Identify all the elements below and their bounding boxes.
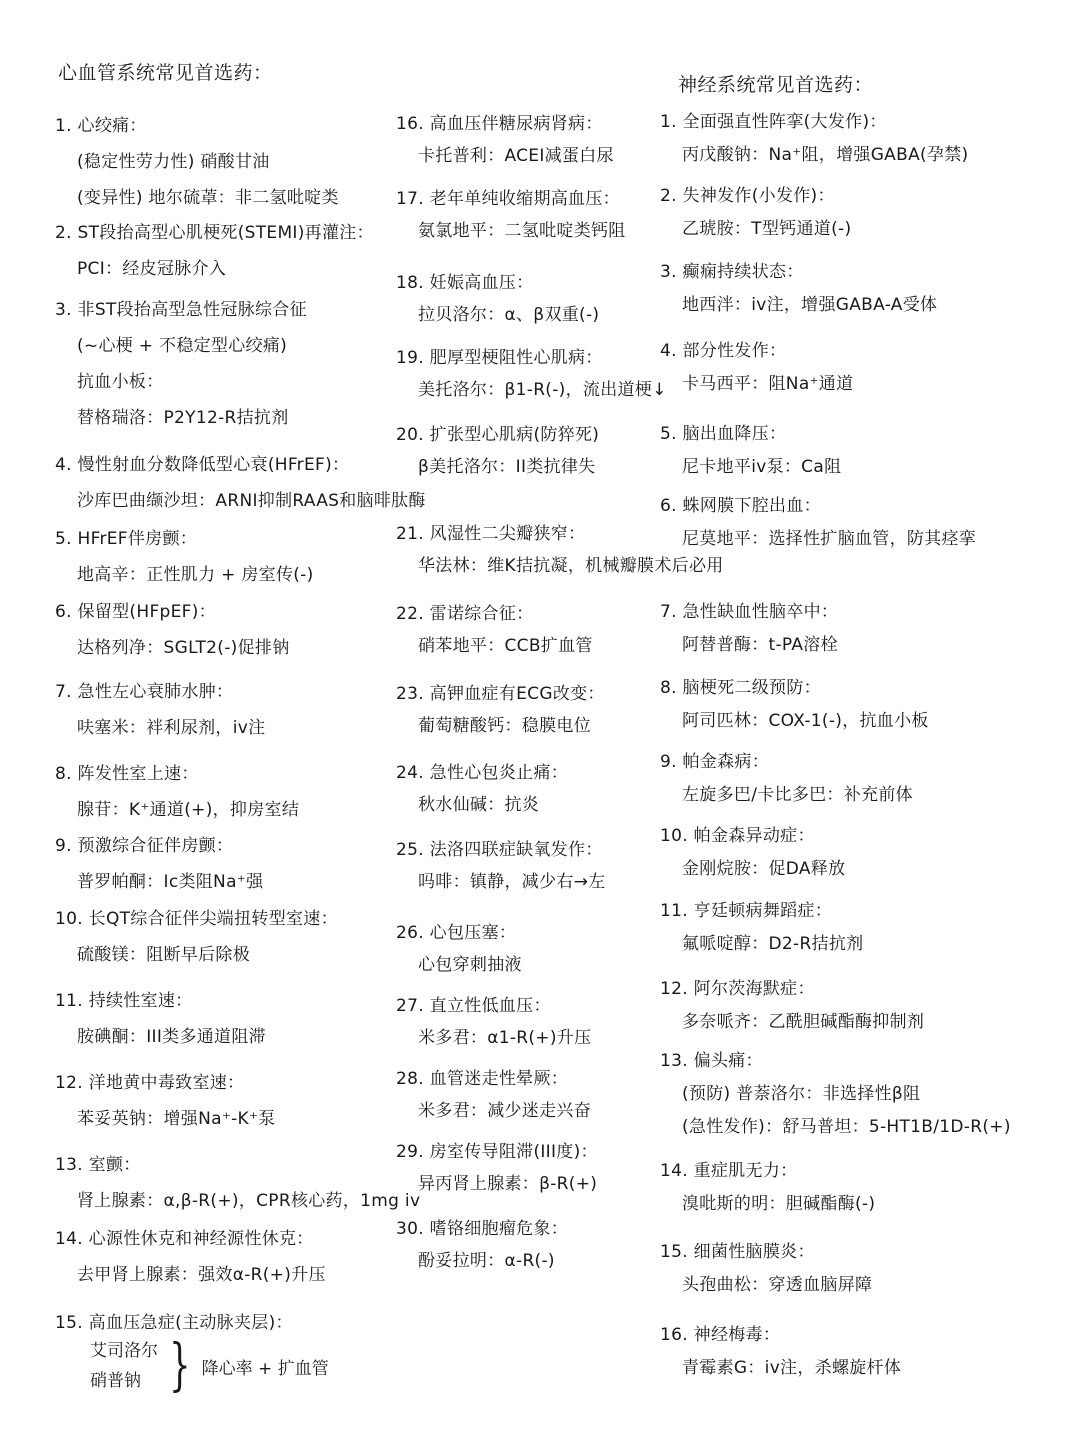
neuro-entry bbox=[660, 596, 838, 662]
neuro-entry-detail: 卡马西平：阻Na⁺通道 bbox=[682, 374, 854, 394]
cardio2-entry-heading: 17. 老年单纯收缩期高血压： bbox=[396, 189, 620, 209]
cardio-entry-detail: 去甲肾上腺素：强效α-R(+)升压 bbox=[77, 1265, 326, 1285]
cardio2-entry-heading: 25. 法洛四联症缺氧发作： bbox=[396, 840, 603, 860]
cardio-entry-detail: 沙库巴曲缬沙坦：ARNI抑制RAAS和脑啡肽酶 bbox=[77, 491, 426, 511]
neuro-entry bbox=[660, 820, 845, 886]
cardio-entry-detail: 抗血小板： bbox=[77, 372, 164, 392]
neuro-entry-heading: 10. 帕金森异动症： bbox=[660, 826, 815, 846]
neuro-entry bbox=[660, 1236, 872, 1302]
cardio-entry-heading: 9. 预激综合征伴房颤： bbox=[55, 836, 234, 856]
cardio-entry-detail: PCI：经皮冠脉介入 bbox=[77, 259, 227, 279]
cardio-entry-heading: 4. 慢性射血分数降低型心衰(HFrEF)： bbox=[55, 455, 350, 475]
neuro-entry-detail: 多奈哌齐：乙酰胆碱酯酶抑制剂 bbox=[682, 1012, 925, 1032]
cardio-entry-detail: (稳定性劳力性) 硝酸甘油 bbox=[77, 152, 270, 172]
cardio-entry-heading: 15. 高血压急症(主动脉夹层)： bbox=[55, 1313, 293, 1333]
cardio-entry-heading: 2. ST段抬高型心肌梗死(STEMI)再灌注： bbox=[55, 223, 374, 243]
cardio-entry bbox=[55, 447, 426, 519]
neuro-entry bbox=[660, 106, 968, 172]
cardio2-entry-heading: 24. 急性心包炎止痛： bbox=[396, 763, 569, 783]
neuro-entry-heading: 14. 重症肌无力： bbox=[660, 1161, 798, 1181]
cardio2-entry-heading: 30. 嗜铬细胞瘤危象： bbox=[396, 1219, 569, 1239]
cardio2-entry-detail: 秋水仙碱：抗炎 bbox=[418, 795, 540, 815]
cardio2-entry bbox=[396, 1213, 568, 1277]
cardio-entry bbox=[55, 828, 263, 900]
neuro-entry-heading: 5. 脑出血降压： bbox=[660, 424, 787, 444]
cardio2-entry-detail: 米多君：减少迷走兴奋 bbox=[418, 1101, 591, 1121]
cardio2-entry bbox=[396, 108, 614, 172]
cardio2-entry-heading: 23. 高钾血症有ECG改变： bbox=[396, 684, 605, 704]
cardio2-entry-heading: 26. 心包压塞： bbox=[396, 923, 517, 943]
cardio-title: 心血管系统常见首选药： bbox=[58, 62, 273, 84]
neuro-entry bbox=[660, 180, 851, 246]
cardio-entry bbox=[55, 674, 265, 746]
neuro-entry-detail: 阿替普酶：t-PA溶栓 bbox=[682, 635, 838, 655]
cardio2-entry-heading: 22. 雷诺综合征： bbox=[396, 604, 534, 624]
cardio-entry bbox=[55, 1147, 420, 1219]
cardio-entry-heading: 11. 持续性室速： bbox=[55, 991, 193, 1011]
neuro-entry-heading: 13. 偏头痛： bbox=[660, 1051, 763, 1071]
cardio2-entry-detail: 硝苯地平：CCB扩血管 bbox=[418, 636, 593, 656]
cardio2-entry-detail: 米多君：α1-R(+)升压 bbox=[418, 1028, 592, 1048]
cardio-entry-detail: 呋塞米：袢利尿剂，iv注 bbox=[77, 718, 266, 738]
neuro-entry bbox=[660, 1155, 875, 1221]
cardio2-entry bbox=[396, 917, 522, 981]
cardio2-entry-detail: 吗啡：镇静，减少右→左 bbox=[418, 872, 606, 892]
cardio2-entry bbox=[396, 678, 605, 742]
cardio-entry-detail: 普罗帕酮：Ic类阻Na⁺强 bbox=[77, 872, 264, 892]
cardio-entry-heading: 6. 保留型(HFpEF)： bbox=[55, 602, 216, 622]
neuro-entry-detail: 丙戊酸钠：Na⁺阻，增强GABA(孕禁) bbox=[682, 145, 969, 165]
cardio-entry-detail: 腺苷：K⁺通道(+)，抑房室结 bbox=[77, 800, 300, 820]
neuro-entry bbox=[660, 418, 841, 484]
cardio2-entry bbox=[396, 183, 626, 247]
neuro-entry-heading: 8. 脑梗死二级预防： bbox=[660, 678, 821, 698]
cardio2-entry-heading: 29. 房室传导阻滞(III度)： bbox=[396, 1142, 598, 1162]
cardio2-entry bbox=[396, 342, 667, 406]
cardio2-entry-detail: 葡萄糖酸钙：稳膜电位 bbox=[418, 716, 591, 736]
cardio2-entry-heading: 16. 高血压伴糖尿病肾病： bbox=[396, 114, 603, 134]
cardio2-entry bbox=[396, 1136, 598, 1200]
cardio2-entry bbox=[396, 834, 606, 898]
neuro-entry-heading: 9. 帕金森病： bbox=[660, 752, 770, 772]
cardio2-entry-detail: 氨氯地平：二氢吡啶类钙阻 bbox=[418, 221, 626, 241]
cardio-entry-heading: 14. 心源性休克和神经源性休克： bbox=[55, 1229, 314, 1249]
cardio-entry-heading: 12. 洋地黄中毒致室速： bbox=[55, 1073, 245, 1093]
cardio-entry bbox=[55, 1221, 326, 1293]
neuro-entry bbox=[660, 1045, 1011, 1144]
cardio-entry-heading: 3. 非ST段抬高型急性冠脉综合征 bbox=[55, 300, 307, 320]
cardio2-entry bbox=[396, 1063, 591, 1127]
cardio2-entry-detail: 异丙肾上腺素：β-R(+) bbox=[418, 1174, 598, 1194]
neuro-entry-heading: 11. 亨廷顿病舞蹈症： bbox=[660, 901, 833, 921]
cardio2-entry bbox=[396, 990, 591, 1054]
cardio2-entry-detail: 酚妥拉明：α-R(-) bbox=[418, 1251, 555, 1271]
cardio-entry bbox=[55, 108, 339, 216]
cardio2-entry-heading: 20. 扩张型心肌病(防猝死) bbox=[396, 425, 600, 445]
neuro-entry bbox=[660, 1319, 901, 1385]
neuro-entry-detail: 尼卡地平iv泵：Ca阻 bbox=[682, 457, 842, 477]
brace-drug-names bbox=[90, 1336, 158, 1396]
cardio2-entry bbox=[396, 267, 599, 331]
cardio-entry-detail: 达格列净：SGLT2(-)促排钠 bbox=[77, 638, 290, 658]
neuro-entry-heading: 1. 全面强直性阵挛(大发作)： bbox=[660, 112, 887, 132]
neuro-entry-heading: 3. 癫痫持续状态： bbox=[660, 262, 804, 282]
cardio2-entry-heading: 27. 直立性低血压： bbox=[396, 996, 551, 1016]
neuro-entry-heading: 2. 失神发作(小发作)： bbox=[660, 186, 835, 206]
cardio2-entry-detail: 华法林：维K拮抗凝，机械瓣膜术后必用 bbox=[418, 556, 724, 576]
neuro-entry-heading: 12. 阿尔茨海默症： bbox=[660, 979, 815, 999]
neuro-entry bbox=[660, 895, 863, 961]
neuro-entry-heading: 16. 神经梅毒： bbox=[660, 1325, 781, 1345]
cardio2-entry-heading: 21. 风湿性二尖瓣狭窄： bbox=[396, 524, 586, 544]
brace-effect: 降心率 + 扩血管 bbox=[201, 1358, 329, 1379]
cardio-entry-detail: 肾上腺素：α,β-R(+)，CPR核心药，1mg iv bbox=[77, 1191, 421, 1211]
neuro-entry-heading: 15. 细菌性脑膜炎： bbox=[660, 1242, 815, 1262]
brace-drug-2: 硝普钠 bbox=[90, 1371, 141, 1391]
cardio-entry bbox=[55, 756, 299, 828]
cardio-entry-heading: 10. 长QT综合征伴尖端扭转型室速： bbox=[55, 909, 338, 929]
neuro-entry-detail: 头孢曲松：穿透血脑屏障 bbox=[682, 1275, 873, 1295]
neuro-entry-detail: (预防) 普萘洛尔：非选择性β阻 bbox=[682, 1084, 921, 1104]
neuro-entry bbox=[660, 335, 853, 401]
cardio-entry bbox=[55, 292, 307, 436]
cardio-entry-detail: (~心梗 + 不稳定型心绞痛) bbox=[77, 336, 288, 356]
cardio2-entry-detail: β美托洛尔：II类抗律失 bbox=[418, 457, 596, 477]
neuro-entry bbox=[660, 490, 976, 556]
cardio-entry-detail: 胺碘酮：III类多通道阻滞 bbox=[77, 1027, 266, 1047]
cardio-entry-heading: 13. 室颤： bbox=[55, 1155, 141, 1175]
cardio2-entry-heading: 28. 血管迷走性晕厥： bbox=[396, 1069, 569, 1089]
neuro-entry-detail: (急性发作)：舒马普坦：5-HT1B/1D-R(+) bbox=[682, 1117, 1011, 1137]
cardio2-entry bbox=[396, 598, 593, 662]
cardio-entry-detail: 硫酸镁：阻断早后除极 bbox=[77, 945, 250, 965]
neuro-entry bbox=[660, 746, 913, 812]
cardio-entry-heading: 7. 急性左心衰肺水肿： bbox=[55, 682, 234, 702]
cardio-entry-heading: 1. 心绞痛： bbox=[55, 116, 147, 136]
neuro-entry-detail: 地西泮：iv注，增强GABA-A受体 bbox=[682, 295, 938, 315]
neuro-entry-detail: 左旋多巴/卡比多巴：补充前体 bbox=[682, 785, 913, 805]
cardio-entry bbox=[55, 1065, 276, 1137]
cardio-entry-detail: (变异性) 地尔硫䓬：非二氢吡啶类 bbox=[77, 188, 339, 208]
cardio-entry bbox=[55, 215, 374, 287]
cardio2-entry bbox=[396, 419, 599, 483]
brace-group bbox=[90, 1333, 329, 1398]
neuro-entry-detail: 尼莫地平：选择性扩脑血管，防其痉挛 bbox=[682, 529, 977, 549]
neuro-entry-heading: 6. 蛛网膜下腔出血： bbox=[660, 496, 821, 516]
neuro-entry-heading: 7. 急性缺血性脑卒中： bbox=[660, 602, 839, 622]
cardio2-entry-heading: 19. 肥厚型梗阻性心肌病： bbox=[396, 348, 603, 368]
neuro-entry-detail: 青霉素G：iv注，杀螺旋杆体 bbox=[682, 1358, 902, 1378]
cardio-entry bbox=[55, 594, 290, 666]
neuro-title: 神经系统常见首选药： bbox=[678, 74, 874, 96]
neuro-entry bbox=[660, 672, 929, 738]
cardio-entry-heading: 8. 阵发性室上速： bbox=[55, 764, 199, 784]
neuro-entry bbox=[660, 973, 924, 1039]
neuro-entry-detail: 金刚烷胺：促DA释放 bbox=[682, 859, 846, 879]
brace-drug-1: 艾司洛尔 bbox=[90, 1341, 158, 1361]
cardio2-entry-detail: 美托洛尔：β1-R(-)，流出道梗↓ bbox=[418, 380, 667, 400]
cardio-entry bbox=[55, 521, 314, 593]
cardio-entry-detail: 苯妥英钠：增强Na⁺-K⁺泵 bbox=[77, 1109, 276, 1129]
neuro-entry-detail: 溴吡斯的明：胆碱酯酶(-) bbox=[682, 1194, 876, 1214]
cardio-entry-detail: 替格瑞洛：P2Y12-R拮抗剂 bbox=[77, 408, 289, 428]
neuro-entry-heading: 4. 部分性发作： bbox=[660, 341, 787, 361]
cardio2-entry-detail: 心包穿刺抽液 bbox=[418, 955, 522, 975]
cardio-entry-heading: 5. HFrEF伴房颤： bbox=[55, 529, 198, 549]
cardio2-entry-heading: 18. 妊娠高血压： bbox=[396, 273, 534, 293]
cardio2-entry-detail: 拉贝洛尔：α、β双重(-) bbox=[418, 305, 600, 325]
cardio2-entry-detail: 卡托普利：ACEI减蛋白尿 bbox=[418, 146, 614, 166]
neuro-entry-detail: 乙琥胺：T型钙通道(-) bbox=[682, 219, 852, 239]
neuro-entry-detail: 氟哌啶醇：D2-R拮抗剂 bbox=[682, 934, 864, 954]
neuro-entry-detail: 阿司匹林：COX-1(-)，抗血小板 bbox=[682, 711, 929, 731]
cardio-entry bbox=[55, 901, 338, 973]
neuro-entry bbox=[660, 256, 937, 322]
cardio-entry-detail: 地高辛：正性肌力 + 房室传(-) bbox=[77, 565, 314, 585]
brace-symbol: } bbox=[169, 1333, 191, 1398]
cardio2-entry bbox=[396, 757, 568, 821]
cardio-entry bbox=[55, 983, 266, 1055]
